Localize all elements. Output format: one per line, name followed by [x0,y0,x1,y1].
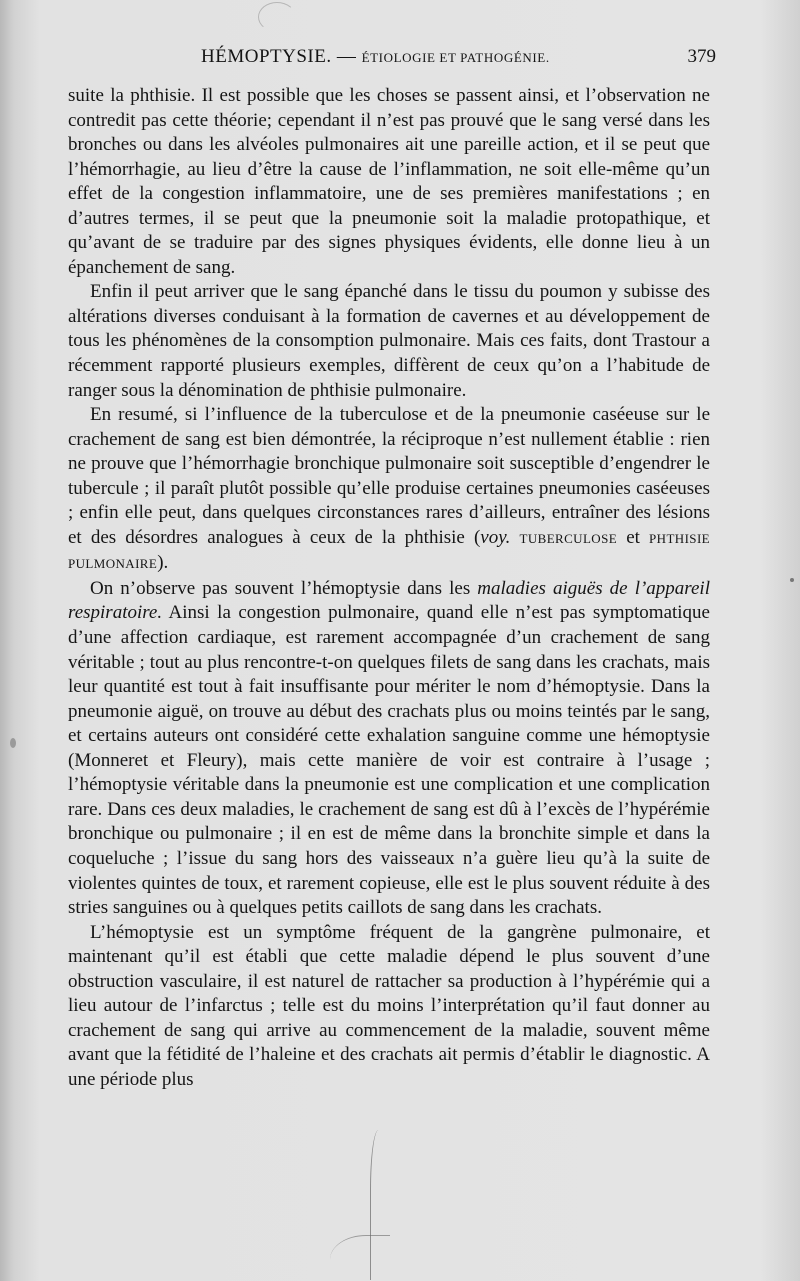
ink-speck [10,738,16,748]
page-crease-curl [330,1235,390,1276]
paragraph-2: Enfin il peut arriver que le sang épanché dans le tissu du poumon y subisse des altérations diverses conduisant à la formation de cavernes et au développement de tous les phénomènes de la consomption pulmonaire. Mais ces faits, dont Trastour a récemment rapporté plusieurs exemples, diffèrent de ceux qu’on a l’habitude de ranger sous la dénomination de phthisie pulmonaire. [68,281,710,401]
body-text [68,84,710,1092]
header-title: HÉMOPTYSIE. [201,46,332,67]
cross-ref-and: et [617,526,650,548]
paragraph-4-text: Ainsi la congestion pulmonaire, quand elle n’est pas symptomatique d’une affection cardiaque, est rarement accompagnée d’un crachement de sang véritable ; tout au plus rencontre-t-on quelques filets de sang dans les crachats, mais leur quantité est tout à fait insuffisante pour mériter le nom d’hémoptysie. Dans la pneumonie aiguë, on trouve au début des crachats plus ou moins teintés par le sang, et certains auteurs ont considéré cette exhalation sanguine comme une hémoptysie (Monneret et Fleury), mais cette manière de voir est contraire à l’usage ; l’hémoptysie véritable dans la pneumonie est une complication et une complication rare. Dans ces deux maladies, le crachement de sang est dû à l’excès de l’hypérémie bronchique ou pulmonaire ; il en est de même dans la bronchite simple et dans la coqueluche ; l’issue du sang hors des vaisseaux n’a guère lieu qu’à la suite de violentes quintes de toux, et rarement copieuse, elle est le plus souvent réduite à des stries sanguines ou à quelques petits caillots de sang dans les crachats. [68,602,710,919]
header-title-line [201,46,550,68]
paragraph-4-lead: On n’observe pas souvent l’hémoptysie dans les [90,577,478,599]
ink-speck [790,578,794,582]
running-header [66,46,716,76]
paragraph-4 [68,577,710,921]
paragraph-3-text: En resumé, si l’influence de la tuberculose et de la pneumonie caséeuse sur le crachement de sang est bien démontrée, la réciproque n’est nullement établie : rien ne prouve que l’hémorrhagie bronchique pulmonaire soit susceptible d’engendrer le tubercule ; il paraît plutôt possible qu’elle produise certaines pneumonies caséeuses ; enfin elle peut, dans quelques circonstances rares d’ailleurs, entraîner des lésions et des désordres analogues à ceux de la phthisie ( [68,404,710,548]
voy-abbrev: voy. [480,526,511,548]
paragraph-4-italic: maladies aiguës de l’appareil respiratoire. [68,577,710,624]
header-separator: — [336,46,357,67]
paragraph-1: suite la phthisie. Il est possible que les choses se passent ainsi, et l’observation ne contredit pas cette théorie; cependant il n’est pas prouvé que le sang versé dans les bronches ou dans les alvéoles pulmonaires ait une pareille action, et il se peut que l’hémorrhagie, au lieu d’être la cause de l’inflammation, ne soit elle-même qu’un effet de la congestion inflammatoire, une de ses premières manifestations ; en d’autres termes, il se peut que la pneumonie soit la maladie protopathique, et qu’avant de se traduire par des signes physiques évidents, elle donne lieu à un épanchement de sang. [68,85,710,278]
paragraph-5: L’hémoptysie est un symptôme fréquent de la gangrène pulmonaire, et maintenant qu’il est établi que cette maladie dépend le plus souvent d’une obstruction vasculaire, il est naturel de rattacher sa production à l’hypérémie qui a lieu autour de l’infarctus ; telle est du moins l’interprétation qu’il faut donner au crachement de sang qui arrive au commencement de la maladie, souvent même avant que la fétidité de l’haleine et des crachats ait permis d’établir le diagnostic. A une période plus [68,921,710,1090]
paragraph-3 [68,403,710,577]
paragraph-3-end: ). [157,552,169,574]
scan-smudge [258,2,296,32]
page-number: 379 [687,46,716,67]
cross-ref-tuberculose: TUBERCULOSE [519,530,618,546]
cross-ref-phthisie: PHTHISIE PULMONAIRE [68,530,711,572]
header-subtitle: ÉTIOLOGIE ET PATHOGÉNIE. [361,50,550,65]
